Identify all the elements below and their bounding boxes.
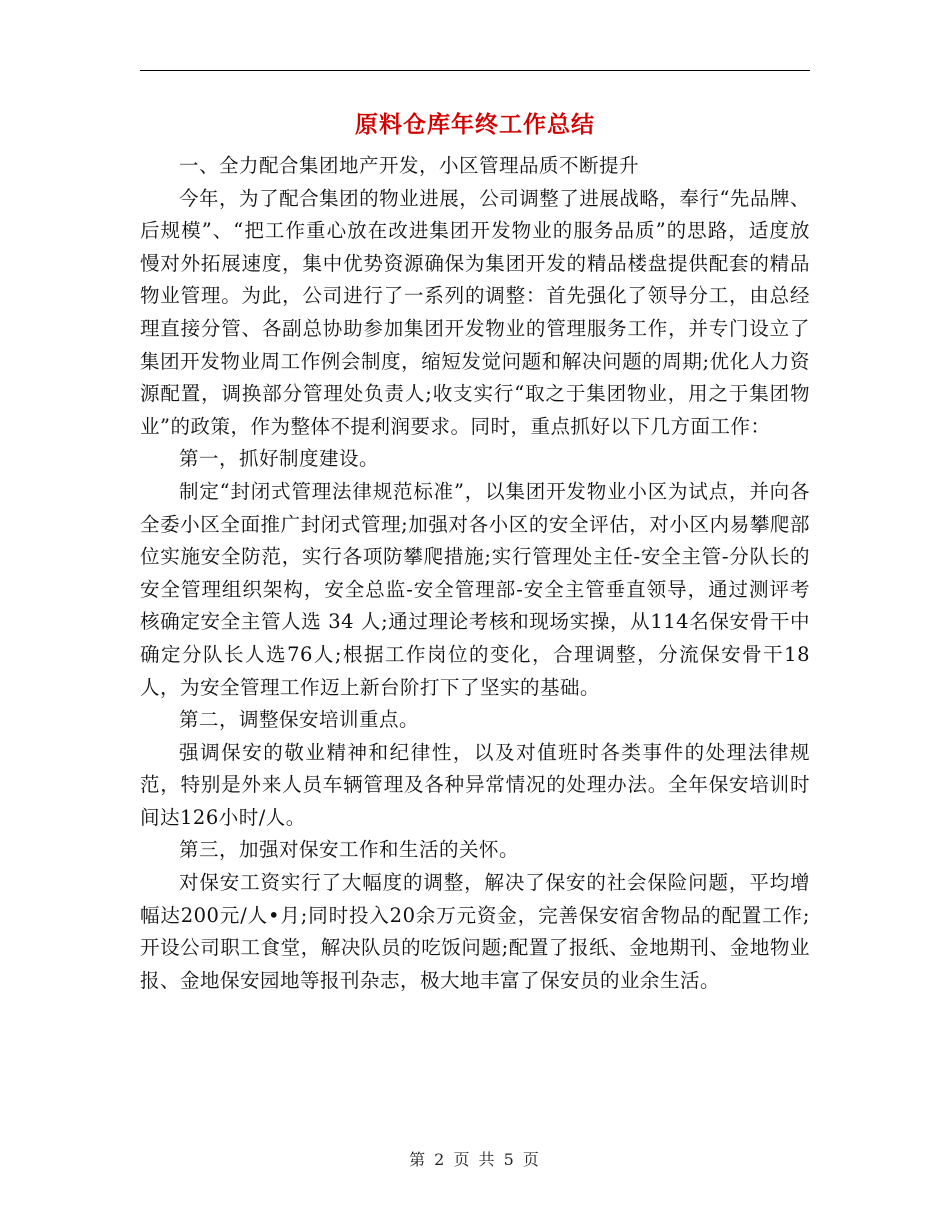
header-rule bbox=[140, 70, 810, 71]
body-paragraph: 今年，为了配合集团的物业进展，公司调整了进展战略，奉行“先品牌、后规模”、“把工作重心放在改进集团开发物业的服务品质”的思路，适度放慢对外拓展速度，集中优势资源确保为集团开发的精品楼盘提供配套的精品物业管理。为此，公司进行了一系列的调整：首先强化了领导分工，由总经理直接分管、各副总协助参加集团开发物业的管理服务工作，并专门设立了集团开发物业周工作例会制度，缩短发觉问题和解决问题的周期;优化人力资源配置，调换部分管理处负责人;收支实行“取之于集团物业，用之于集团物业”的政策，作为整体不提利润要求。同时，重点抓好以下几方面工作： bbox=[140, 186, 810, 438]
subsection-heading: 第一，抓好制度建设。 bbox=[179, 447, 380, 471]
subsection-heading: 第三，加强对保安工作和生活的关怀。 bbox=[179, 838, 520, 862]
body-paragraph: 强调保安的敬业精神和纪律性，以及对值班时各类事件的处理法律规范，特别是外来人员车辆管理及各种异常情况的处理办法。全年保安培训时间达126小时/人。 bbox=[140, 740, 810, 829]
page-number-footer: 第 2 页 共 5 页 bbox=[409, 1150, 541, 1169]
document-body bbox=[140, 150, 810, 997]
body-paragraph: 对保安工资实行了大幅度的调整，解决了保安的社会保险问题，平均增幅达200元/人•月;同时投入20余万元资金，完善保安宿舍物品的配置工作;开设公司职工食堂，解决队员的吃饭问题;配置了报纸、金地期刊、金地物业报、金地保安园地等报刊杂志，极大地丰富了保安员的业余生活。 bbox=[140, 871, 810, 992]
section-heading: 一、全力配合集团地产开发，小区管理品质不断提升 bbox=[179, 154, 640, 177]
subsection-heading: 第二，调整保安培训重点。 bbox=[179, 708, 420, 732]
document-title: 原料仓库年终工作总结 bbox=[355, 111, 595, 138]
body-paragraph: 制定“封闭式管理法律规范标准”，以集团开发物业小区为试点，并向各全委小区全面推广封闭式管理;加强对各小区的安全评估，对小区内易攀爬部位实施安全防范，实行各项防攀爬措施;实行管理处主任-安全主管-分队长的安全管理组织架构，安全总监-安全管理部-安全主管垂直领导，通过测评考核确定安全主管人选 34 人;通过理论考核和现场实操，从114名保安骨干中确定分队长人选76人;根据工作岗位的变化，合理调整，分流保安骨干18人，为安全管理工作迈上新台阶打下了坚实的基础。 bbox=[140, 479, 810, 699]
